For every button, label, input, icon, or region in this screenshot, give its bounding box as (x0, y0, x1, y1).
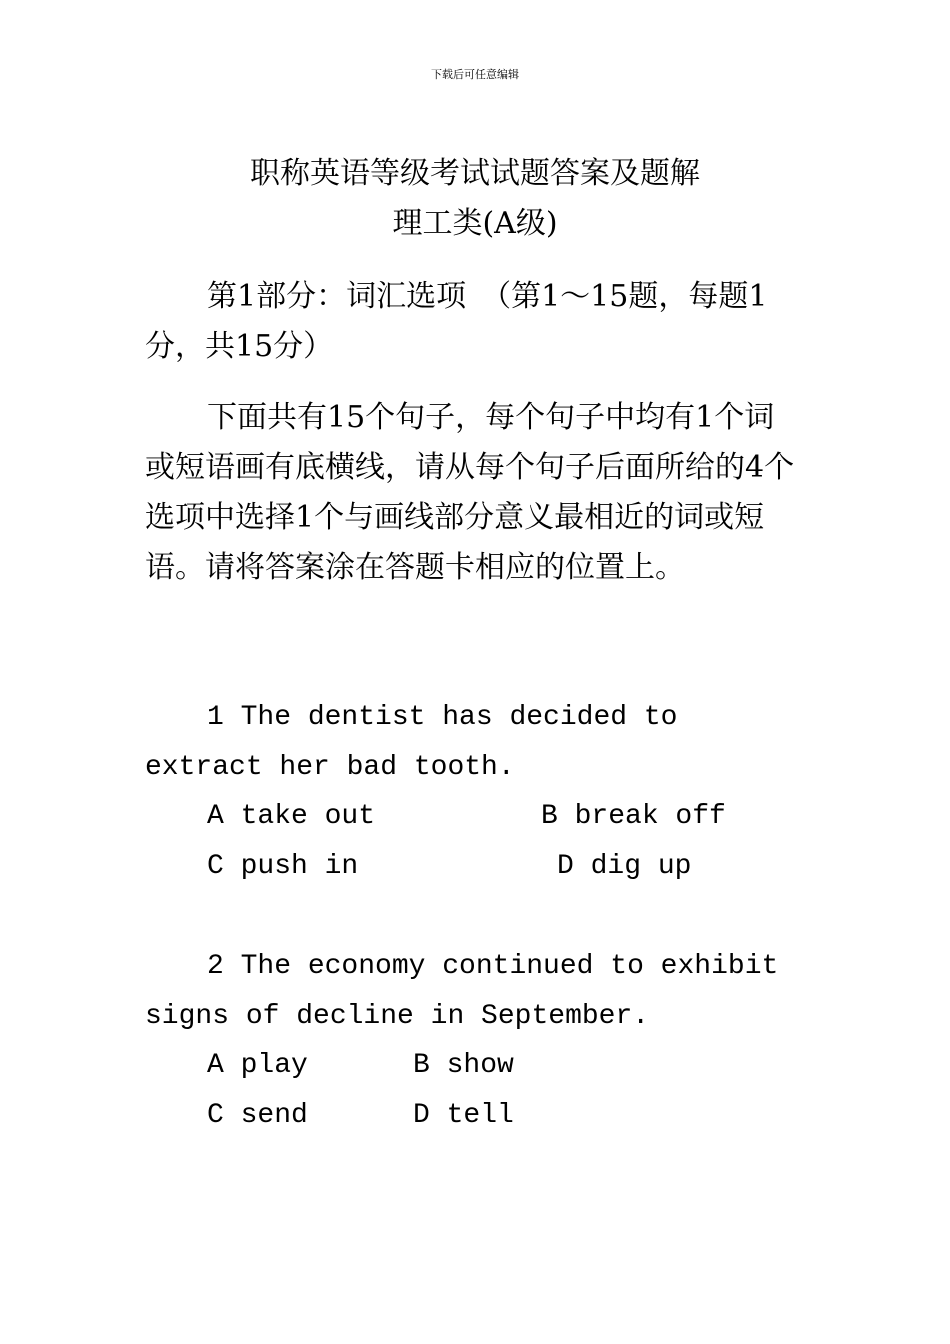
header-note: 下载后可任意编辑 (431, 68, 519, 81)
option-c: C push in (207, 851, 359, 882)
section-heading: 第1部分：词汇选项 （第1～15题，每题1分，共15分） (145, 279, 768, 364)
document-title: 职称英语等级考试试题答案及题解 (250, 156, 700, 191)
option-d: D tell (413, 1100, 514, 1131)
question-text: 2 The economy continued to exhibit signs of decline in September. (145, 951, 779, 1032)
option-b: B break off (541, 801, 726, 832)
option-b: B show (413, 1050, 514, 1081)
option-a: A play (207, 1050, 308, 1081)
section-instruction: 下面共有15个句子，每个句子中均有1个词或短语画有底横线，请从每个句子后面所给的4个选项中选择1个与画线部分意义最相近的词或短语。请将答案涂在答题卡相应的位置上。 (145, 400, 795, 585)
option-d: D dig up (557, 851, 692, 882)
option-a: A take out (207, 801, 376, 832)
document-subtitle: 理工类(A级) (392, 206, 558, 241)
question-text: 1 The dentist has decided to extract her bad tooth. (145, 702, 678, 783)
option-c: C send (207, 1100, 308, 1131)
